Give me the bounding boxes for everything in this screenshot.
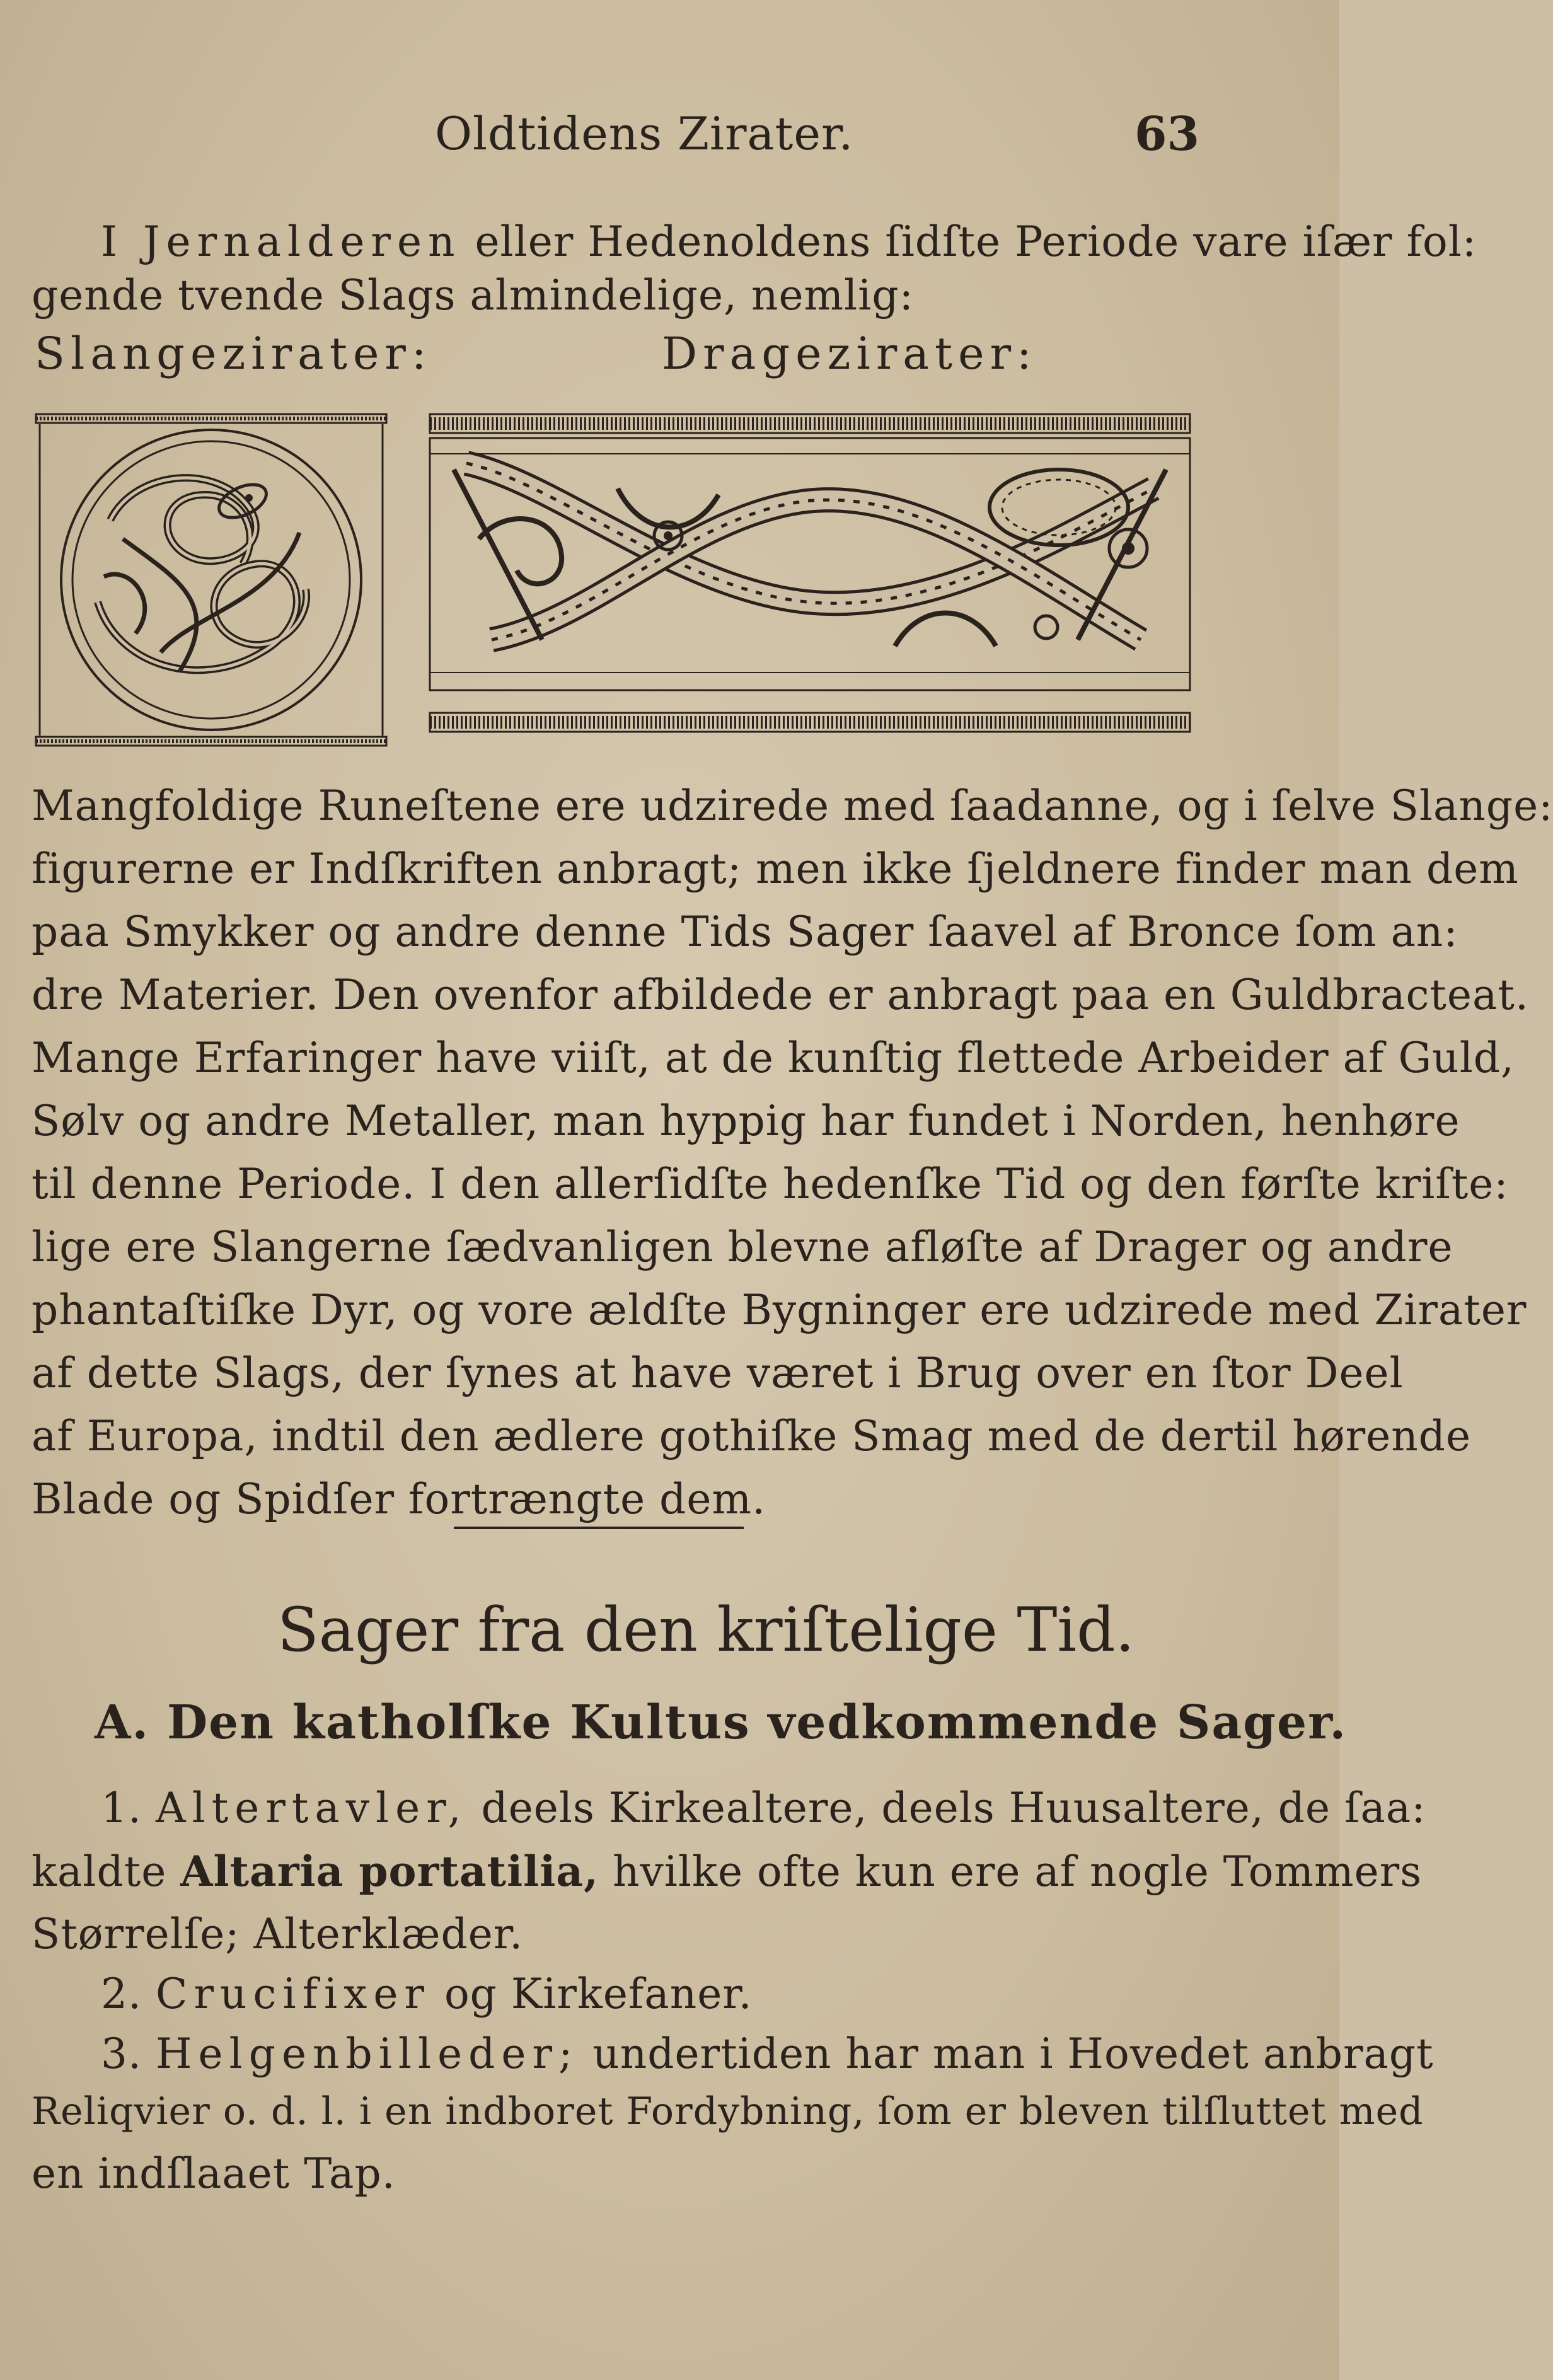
body-line: lige ere Slangerne ſædvanligen blevne afløſte af Drager og andre bbox=[32, 1223, 1453, 1271]
item-number: 2. bbox=[101, 1970, 142, 2018]
body-line: phantaſtiſke Dyr, og vore ældſte Bygninger ere udzirede med Zirater bbox=[32, 1286, 1527, 1334]
body-line: af dette Slags, der ſynes at have været i Brug over en ſtor Deel bbox=[32, 1349, 1404, 1397]
item-text: og Kirkefaner. bbox=[430, 1970, 753, 2018]
body-line: figurerne er Indſkriften anbragt; men ikke ſjeldnere finder man dem bbox=[32, 845, 1519, 893]
item-1-line-1 bbox=[101, 1784, 1426, 1832]
intro-line-2: gende tvende Slags almindelige, nemlig: bbox=[32, 271, 914, 320]
latin-term: Altaria portatilia, bbox=[180, 1847, 599, 1896]
item-text: deels Kirkealtere, deels Huusaltere, de ſaa: bbox=[467, 1784, 1426, 1832]
page-number: 63 bbox=[1134, 107, 1199, 161]
item-term: Crucifixer bbox=[155, 1970, 430, 2018]
item-text: hvilke ofte kun ere af nogle Tommers bbox=[599, 1847, 1423, 1896]
figure-label-serpent: Slangezirater: bbox=[35, 328, 432, 379]
intro-term: I Jernalderen bbox=[101, 217, 461, 266]
section-subheading: A. Den katholſke Kultus vedkommende Sager. bbox=[95, 1695, 1348, 1750]
item-number: 3. bbox=[101, 2030, 142, 2078]
dragon-ornament-figure bbox=[429, 413, 1191, 747]
body-line: Mangfoldige Runeſtene ere udzirede med ſaadanne, og i ſelve Slange: bbox=[32, 782, 1553, 830]
item-term: Altertavler, bbox=[155, 1784, 468, 1832]
figure-label-dragon: Dragezirater: bbox=[662, 328, 1037, 379]
section-title: Sager fra den kriſtelige Tid. bbox=[277, 1595, 1135, 1665]
body-line: til denne Periode. I den allerſidſte hedenſke Tid og den førſte kriſte: bbox=[32, 1160, 1509, 1208]
body-line: Mange Erfaringer have viiſt, at de kunſtig flettede Arbeider af Guld, bbox=[32, 1034, 1515, 1082]
body-line: Sølv og andre Metaller, man hyppig har fundet i Norden, henhøre bbox=[32, 1097, 1460, 1145]
item-3-line-2: Reliqvier o. d. l. i en indboret Fordybning, ſom er bleven tilſluttet med bbox=[32, 2089, 1424, 2134]
item-1-line-3: Størrelſe; Alterklæder. bbox=[32, 1910, 524, 1958]
item-number: 1. bbox=[101, 1784, 142, 1832]
serpent-ornament-figure bbox=[35, 413, 388, 747]
body-line: Blade og Spidſer fortrængte dem. bbox=[32, 1475, 766, 1523]
item-2-line-1 bbox=[101, 1970, 1273, 2018]
item-text: kaldte bbox=[32, 1847, 181, 1896]
intro-line-1-rest: eller Hedenoldens ſidſte Periode vare iſær fol: bbox=[461, 217, 1477, 266]
item-3-line-1 bbox=[101, 2030, 1434, 2078]
body-line: af Europa, indtil den ædlere gothiſke Smag med de dertil hørende bbox=[32, 1412, 1472, 1460]
item-3-line-3: en indſlaaet Tap. bbox=[32, 2149, 396, 2198]
item-text: undertiden har man i Hovedet anbragt bbox=[579, 2030, 1434, 2078]
body-line: dre Materier. Den ovenfor afbildede er anbragt paa en Guldbracteat. bbox=[32, 971, 1529, 1019]
item-1-line-2 bbox=[32, 1847, 1423, 1896]
section-divider bbox=[454, 1527, 744, 1529]
intro-line-1 bbox=[101, 217, 1477, 266]
body-line: paa Smykker og andre denne Tids Sager ſaavel af Bronce ſom an: bbox=[32, 908, 1458, 956]
running-header: Oldtidens Zirater. bbox=[435, 107, 854, 160]
item-term: Helgenbilleder; bbox=[155, 2030, 579, 2078]
